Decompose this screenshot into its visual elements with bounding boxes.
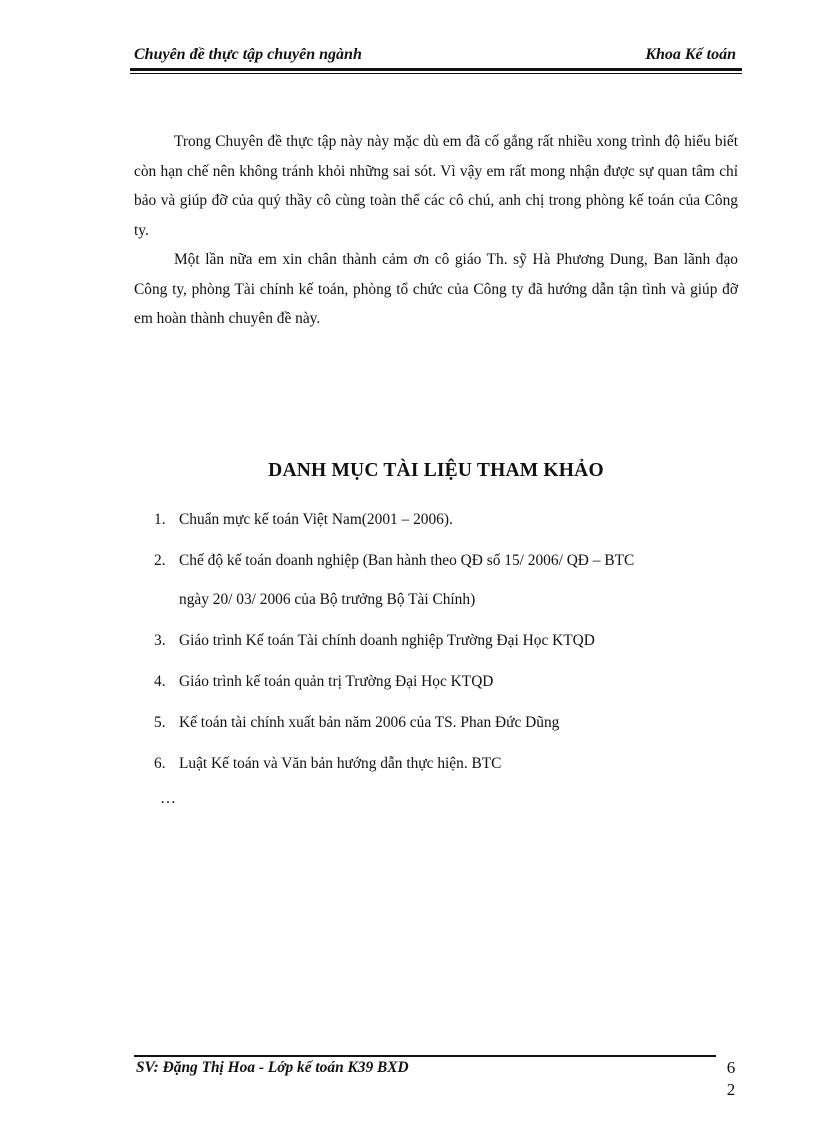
references-title: DANH MỤC TÀI LIỆU THAM KHẢO — [268, 460, 604, 481]
reference-item — [154, 548, 738, 613]
paragraph-acknowledgement-2: Một lần nữa em xin chân thành cảm ơn cô giáo Th. sỹ Hà Phương Dung, Ban lãnh đạo Công ty, phòng Tài chính kế toán, phòng tổ chức của Công ty đã hướng dẫn tận tình và giúp đỡ em hoàn thành chuyên đề này. — [134, 251, 738, 327]
reference-text: Kế toán tài chính xuất bản năm 2006 của TS. Phan Đức Dũng — [179, 714, 560, 731]
reference-number: 4. — [154, 673, 166, 690]
reference-item — [154, 507, 738, 533]
reference-number: 1. — [154, 511, 166, 528]
reference-item — [154, 669, 738, 695]
header-department: Khoa Kế toán — [645, 46, 736, 63]
reference-text: Chuẩn mực kế toán Việt Nam(2001 – 2006). — [179, 511, 453, 528]
body-text — [134, 127, 738, 334]
header-rule — [130, 68, 742, 71]
references-ellipsis: … — [160, 790, 176, 807]
reference-number: 6. — [154, 755, 166, 772]
reference-item — [154, 751, 738, 777]
reference-number: 3. — [154, 632, 166, 649]
footer-rule — [134, 1055, 716, 1057]
reference-text: Giáo trình Kế toán Tài chính doanh nghiệp Trường Đại Học KTQD — [179, 632, 595, 649]
reference-item — [154, 628, 738, 654]
header-rule-thin — [130, 73, 742, 74]
page-number-line-2: 2 — [726, 1080, 736, 1099]
reference-number: 5. — [154, 714, 166, 731]
page-number-line-1: 6 — [726, 1058, 736, 1077]
reference-text: Giáo trình kế toán quản trị Trường Đại Học KTQD — [179, 673, 494, 690]
page-header — [134, 46, 740, 68]
reference-text: Chế độ kế toán doanh nghiệp (Ban hành theo QĐ số 15/ 2006/ QĐ – BTC — [179, 552, 635, 569]
paragraph-acknowledgement-1: Trong Chuyên đề thực tập này này mặc dù em đã cố gắng rất nhiều xong trình độ hiểu biết còn hạn chế nên không tránh khỏi những sai sót. Vì vậy em rất mong nhận được sự quan tâm chỉ bảo và giúp đỡ của quý thầy cô cùng toàn thể các cô chú, anh chị trong phòng kế toán của Công ty. — [134, 133, 738, 239]
footer-author: SV: Đặng Thị Hoa - Lớp kế toán K39 BXD — [136, 1059, 409, 1076]
reference-text: Luật Kế toán và Văn bản hướng dẫn thực hiện. BTC — [179, 755, 502, 772]
reference-text-continued: ngày 20/ 03/ 2006 của Bộ trưởng Bộ Tài Chính) — [179, 591, 476, 608]
reference-item — [154, 710, 738, 736]
references-list — [154, 507, 738, 792]
header-title: Chuyên đề thực tập chuyên ngành — [134, 46, 362, 63]
page-number — [724, 1057, 738, 1101]
reference-number: 2. — [154, 552, 166, 569]
